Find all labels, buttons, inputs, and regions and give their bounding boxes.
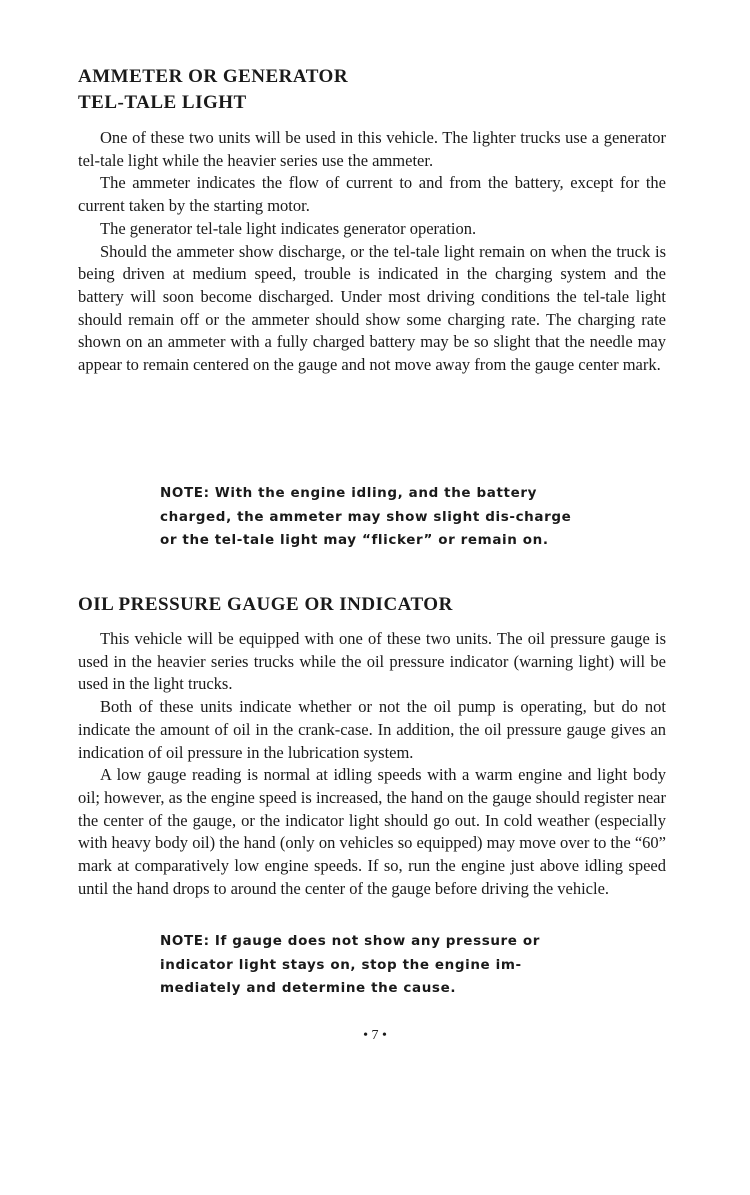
- section-title-oil-pressure: OIL PRESSURE GAUGE OR INDICATOR: [78, 594, 453, 615]
- paragraph: This vehicle will be equipped with one of these two units. The oil pressure gauge is used in the heavier series trucks while the oil pressure indicator (warning light) will be used in the light trucks.: [78, 629, 666, 694]
- ammeter-note: NOTE: With the engine idling, and the battery charged, the ammeter may show slight dis-charge or the tel-tale light may “flicker” or remain on.: [160, 485, 572, 548]
- paragraph: The generator tel-tale light indicates generator operation.: [100, 218, 477, 238]
- title-line: AMMETER OR GENERATOR: [78, 66, 349, 87]
- paragraph: Both of these units indicate whether or not the oil pump is operating, but do not indicate the amount of oil in the crank-case. In addition, the oil pressure gauge gives an indication of oil pressure in the lubrication system.: [78, 697, 666, 762]
- paragraph: One of these two units will be used in this vehicle. The lighter trucks use a generator tel-tale light while the heavier series use the ammeter.: [78, 128, 666, 170]
- paragraph: Should the ammeter show discharge, or the tel-tale light remain on when the truck is being driven at medium speed, trouble is indicated in the charging system and the battery will soon become discharged. Under most driving conditions the tel-tale light should remain off or the ammeter should show some charging rate. The charging rate shown on an ammeter with a fully charged battery may be so slight that the needle may appear to remain centered on the gauge and not move away from the gauge center mark.: [78, 241, 666, 375]
- ammeter-body: [78, 127, 666, 377]
- section-title-ammeter: [78, 64, 348, 116]
- oil-pressure-body: [78, 628, 666, 900]
- title-line: TEL-TALE LIGHT: [78, 92, 247, 113]
- paragraph: A low gauge reading is normal at idling speeds with a warm engine and light body oil; however, as the engine speed is increased, the hand on the gauge should register near the center of the gauge, or the indicator light should go out. In cold weather (especially with heavy body oil) the hand (only on vehicles so equipped) may move over to the “60” mark at comparatively low engine speeds. If so, run the engine just above idling speed until the hand drops to around the center of the gauge before driving the vehicle.: [78, 765, 666, 898]
- paragraph: The ammeter indicates the flow of current to and from the battery, except for the current taken by the starting motor.: [78, 173, 666, 216]
- oil-pressure-note: NOTE: If gauge does not show any pressure or indicator light stays on, stop the engine im-mediately and determine the cause.: [160, 933, 540, 996]
- page-number: • 7 •: [363, 1028, 387, 1043]
